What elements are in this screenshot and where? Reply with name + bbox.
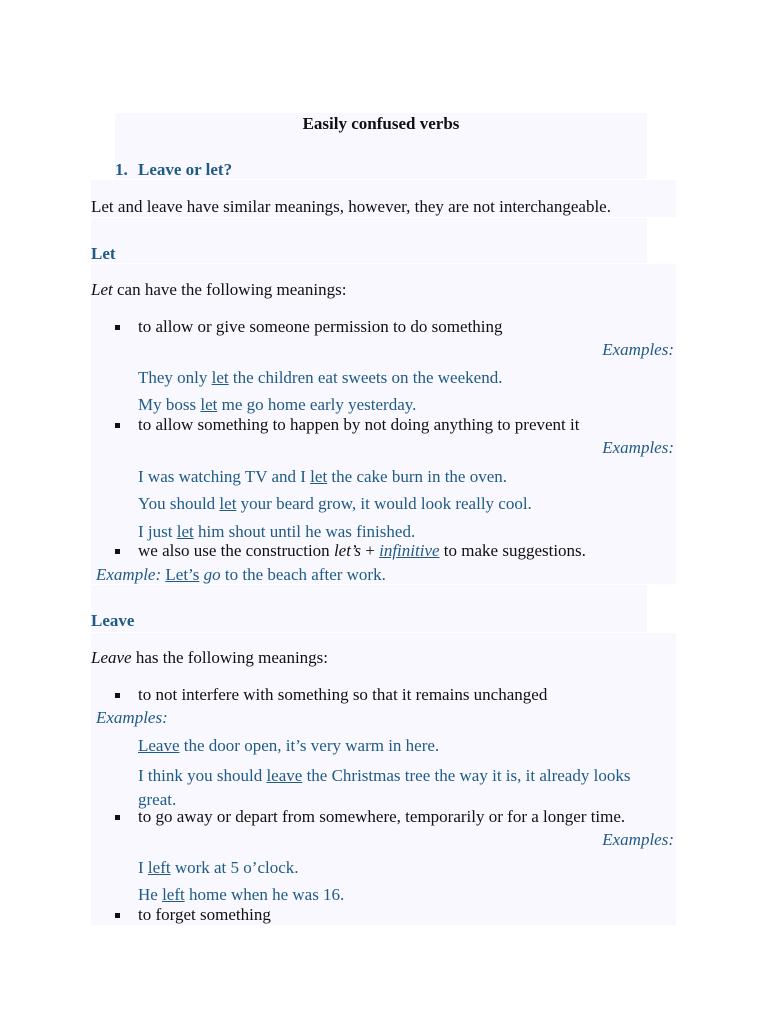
- plus-sign: +: [361, 541, 380, 560]
- intro-paragraph: Let and leave have similar meanings, however, they are not interchangeable.: [91, 197, 611, 216]
- bullet-marker: [115, 815, 120, 820]
- let-m2-example-1: [138, 467, 507, 487]
- example-label: Example:: [96, 565, 162, 584]
- let-heading: Let: [91, 244, 116, 263]
- let-lead: [91, 280, 346, 300]
- example-text: I: [138, 858, 148, 877]
- meaning-text: to make suggestions.: [439, 541, 586, 560]
- shade-leave-heading: [91, 585, 647, 632]
- example-infinitive: go: [203, 565, 221, 584]
- example-verb: let: [219, 494, 237, 513]
- leave-meaning-1: to not interfere with something so that it remains unchanged: [138, 685, 548, 704]
- example-text: home when he was 16.: [184, 885, 345, 904]
- bullet-marker: [115, 325, 120, 330]
- let-meaning-1: to allow or give someone permission to do something: [138, 317, 503, 336]
- example-text: me go home early yesterday.: [217, 395, 417, 414]
- leave-meaning-3: to forget something: [138, 905, 271, 924]
- bullet-marker: [115, 913, 120, 918]
- leave-m2-example-1: [138, 858, 299, 878]
- example-text: I just: [138, 522, 177, 541]
- example-verb: Let’s: [165, 565, 200, 584]
- let-m1-examples-label: Examples:: [602, 340, 674, 359]
- let-m1-example-2: [138, 395, 416, 415]
- let-m1-example-1: [138, 368, 502, 388]
- example-text: the children eat sweets on the weekend.: [228, 368, 503, 387]
- example-text: the Christmas tree the way it is, it already looks great.: [138, 766, 631, 809]
- leave-lead: [91, 648, 328, 668]
- example-text: I think you should: [138, 766, 267, 785]
- infinitive-link[interactable]: infinitive: [379, 541, 440, 560]
- example-verb: let: [200, 395, 218, 414]
- leave-heading: Leave: [91, 611, 135, 630]
- leave-m1-example-2: [138, 764, 668, 812]
- meaning-text: we also use the construction: [138, 541, 334, 560]
- let-m3-example: [96, 565, 386, 585]
- shade-let-heading: [91, 218, 647, 263]
- example-verb: left: [147, 858, 171, 877]
- example-verb: let: [176, 522, 194, 541]
- let-m2-example-3: [138, 522, 415, 542]
- example-text: He: [138, 885, 163, 904]
- leave-lead-word: Leave: [91, 648, 132, 667]
- let-m2-examples-label: Examples:: [602, 438, 674, 457]
- let-meaning-3: [138, 541, 586, 561]
- example-verb: Leave: [138, 736, 180, 755]
- example-verb: let: [211, 368, 229, 387]
- lets-word: let’s: [333, 541, 362, 560]
- example-text: the door open, it’s very warm in here.: [179, 736, 440, 755]
- leave-meaning-2: to go away or depart from somewhere, temporarily or for a longer time.: [138, 807, 626, 826]
- example-verb: left: [162, 885, 185, 904]
- leave-m1-examples-label: Examples:: [96, 708, 168, 727]
- let-meaning-2: to allow something to happen by not doing anything to prevent it: [138, 415, 580, 434]
- document-title: Easily confused verbs: [302, 114, 460, 133]
- let-m2-example-2: [138, 494, 532, 514]
- let-lead-word: Let: [91, 280, 113, 299]
- leave-m2-examples-label: Examples:: [602, 830, 674, 849]
- bullet-marker: [115, 693, 120, 698]
- bullet-marker: [115, 549, 120, 554]
- example-text: him shout until he was finished.: [193, 522, 416, 541]
- leave-m1-example-1: [138, 736, 439, 756]
- example-text: You should: [138, 494, 220, 513]
- example-verb: let: [310, 467, 328, 486]
- example-text: your beard grow, it would look really cool.: [236, 494, 532, 513]
- bullet-marker: [115, 423, 120, 428]
- leave-m2-example-2: [138, 885, 344, 905]
- example-verb: leave: [266, 766, 303, 785]
- section-heading: Leave or let?: [138, 160, 233, 179]
- example-text: the cake burn in the oven.: [327, 467, 508, 486]
- example-text: I was watching TV and I: [138, 467, 311, 486]
- example-text: They only: [138, 368, 212, 387]
- example-text: My boss: [138, 395, 201, 414]
- example-text: work at 5 o’clock.: [170, 858, 299, 877]
- let-lead-rest: can have the following meanings:: [116, 280, 347, 299]
- section-number: 1.: [115, 160, 128, 179]
- leave-lead-rest: has the following meanings:: [135, 648, 329, 667]
- example-text: to the beach after work.: [220, 565, 386, 584]
